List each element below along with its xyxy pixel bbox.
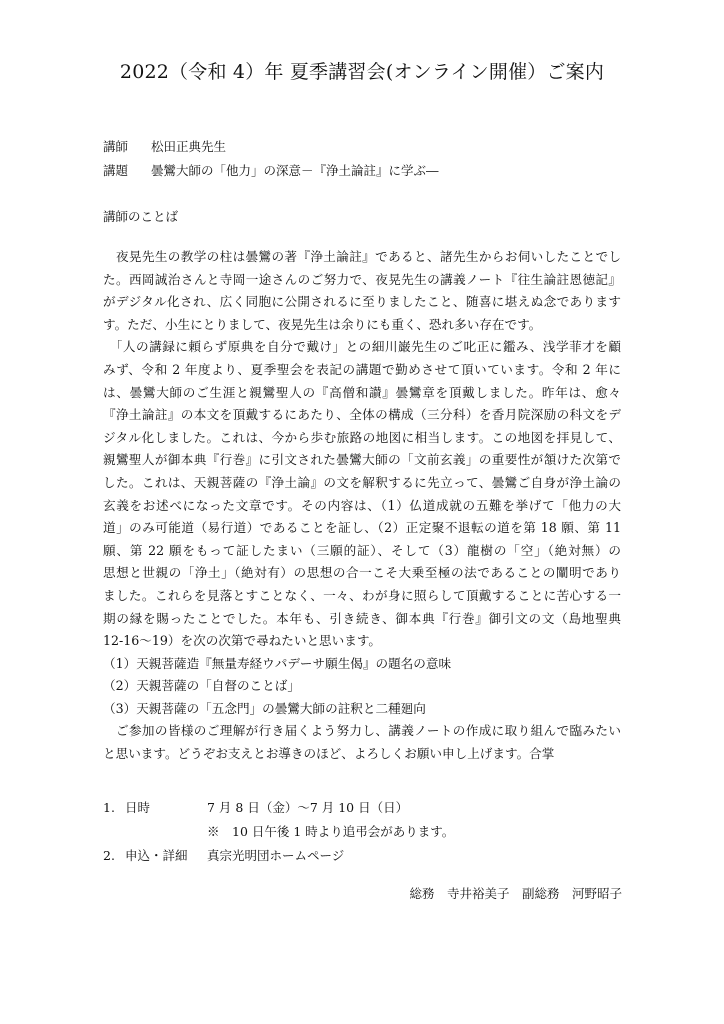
topic-row	[103, 161, 439, 179]
body-line: した。これは、天親菩薩の『浄土論』の文を解釈するに先立って、曇鸞ご自身が浄土論の	[103, 474, 621, 490]
body-line: がデジタル化され、広く同胞に公開されるに至りましたこと、随喜に堪えぬ念であります	[103, 294, 621, 310]
body-line: 親鸞聖人が御本典『行巻』に引文された曇鸞大師の「文前玄義」の重要性が頷けた次第で	[103, 452, 621, 468]
body-line: 「人の講録に頼らず原典を自分で戴け」との細川巌先生のご叱正に鑑み、浅学菲才を顧	[103, 339, 621, 355]
signature: 総務 寺井裕美子 副総務 河野昭子	[409, 886, 622, 901]
memorial-note: ※ 10 日午後 1 時より追弔会があります。	[207, 824, 455, 839]
date-number: 1.	[103, 800, 115, 815]
lecturer-label: 講師	[103, 139, 129, 154]
list-item: （3）天親菩薩の「五念門」の曇鸞大師の註釈と二種廻向	[103, 700, 426, 716]
body-line: 玄義をお述べになった文章です。その内容は、（1）仏道成就の五難を挙げて「他力の大	[103, 497, 621, 513]
lecturer-row	[103, 137, 226, 155]
body-line: は、曇鸞大師のご生涯と親鸞聖人の『高僧和讃』曇鸞章を頂戴しました。昨年は、愈々	[103, 384, 621, 400]
apply-label: 申込・詳細	[125, 848, 188, 863]
date-label: 日時	[125, 800, 151, 815]
body-line: た。西岡誠治さんと寺岡一途さんのご努力で、夜晃先生の講義ノート『往生論註恩徳記』	[103, 271, 621, 287]
body-line: す。ただ、小生にとりまして、夜晃先生は余りにも重く、恐れ多い存在です。	[103, 316, 542, 332]
apply-number: 2.	[103, 848, 115, 863]
list-item: （1）天親菩薩造『無量寿経ウパデーサ願生偈』の題名の意味	[103, 655, 452, 671]
body-line: 願、第 22 願をもって証したまい（三願的証）、そして（3）龍樹の「空」（絶対無）の	[103, 542, 621, 558]
list-item: （2）天親菩薩の「自督のことば」	[103, 678, 300, 694]
body-line: みず、令和 2 年度より、夏季聖会を表記の講題で勤めさせて頂いています。令和 2 年に	[103, 361, 621, 377]
body-line: と思います。どうぞお支えとお導きのほど、よろしくお願い申し上げます。合掌	[103, 746, 555, 762]
body-line: ご参加の皆様のご理解が行き届くよう努力し、講義ノートの作成に取り組んで臨みたい	[103, 723, 621, 739]
body-line: 12-16～19）を次の次第で尋ねたいと思います。	[103, 633, 382, 649]
date-row	[103, 796, 454, 820]
section-heading: 講師のことば	[103, 209, 179, 224]
body-line: 期の縁を賜ったことでした。本年も、引き続き、御本典『行巻』御引文の文（島地聖典	[103, 610, 621, 626]
body-line: 『浄土論註』の本文を頂戴するにあたり、全体の構成（三分科）を香月院深励の科文をデ	[103, 407, 621, 423]
lecturer-message	[103, 246, 621, 766]
apply-value: 真宗光明団ホームページ	[207, 848, 345, 863]
body-line: 道」のみ可能道（易行道）であることを証し、（2）正定聚不退転の道を第 18 願、第 11	[103, 520, 621, 536]
topic-label: 講題	[103, 163, 129, 178]
body-line: ました。これらを見落とすことなく、一々、わが身に照らして頂戴することに苦心する一	[103, 587, 621, 603]
body-line: 夜晃先生の教学の柱は曇鸞の著『浄土論註』であると、諸先生からお伺いしたことでし	[103, 249, 621, 264]
body-line: ジタル化しました。これは、今から歩む旅路の地図に相当します。この地図を拝見して、	[103, 429, 621, 445]
lecturer-name: 松田正典先生	[151, 139, 227, 154]
topic-value: 曇鸞大師の「他力」の深意－『浄土論註』に学ぶ―	[151, 163, 439, 178]
note-row	[103, 820, 454, 844]
body-line: 思想と世親の「浄土」（絶対有）の思想の合一こそ大乗至極の法であることの闡明であり	[103, 565, 621, 581]
page-title: 2022（令和 4）年 夏季講習会(オンライン開催）ご案内	[119, 61, 605, 83]
date-value: 7 月 8 日（金）～7 月 10 日（日）	[207, 800, 409, 815]
apply-row	[103, 844, 454, 868]
event-details	[103, 796, 454, 868]
